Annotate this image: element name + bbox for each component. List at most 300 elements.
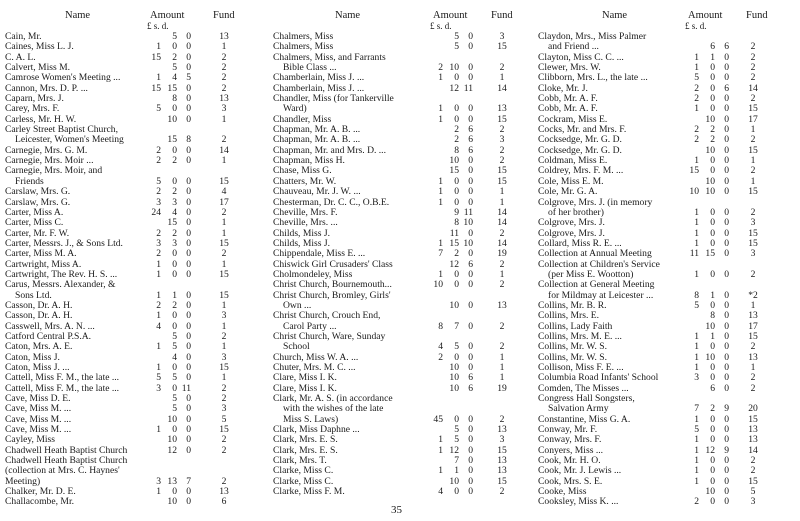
donor-name: Chapman, Mr. and Mrs. D. ... [273,144,386,156]
fund-number: 15 [497,41,507,53]
amount-pounds: 5 [156,372,161,384]
donor-name: Cocks, Mr. and Mrs. F. [538,124,627,136]
amount-pounds: 1 [694,351,699,363]
amount-shillings: 0 [172,320,177,332]
amount-pence: 6 [468,372,473,384]
donor-name: Cocksedge, Mr. G. D. [538,134,622,146]
fund-number: 19 [497,248,507,260]
header-fund: Fund [213,10,235,21]
amount-shillings: 0 [454,351,459,363]
donor-name: Caton, Miss J. ... [5,362,70,373]
amount-pence: 0 [186,351,191,363]
amount-pounds: 2 [156,227,161,239]
donor-name: Conyers, Miss ... [538,444,604,456]
donor-name: Coldrey, Mrs. F. M. ... [538,165,624,177]
fund-number: 15 [497,165,507,177]
amount-shillings: 7 [454,320,459,332]
amount-pence: 0 [468,486,473,498]
amount-pounds: 1 [694,362,699,373]
amount [681,497,745,507]
amount-shillings: 0 [454,413,459,425]
amount-pence: 0 [468,455,473,467]
fund-number: 3 [499,31,505,42]
amount-pounds: 4 [438,486,443,498]
fund-number: 2 [221,62,227,74]
fund-number: 1 [750,299,756,311]
amount-shillings: 1 [710,289,715,301]
donor-name: Carley Street Baptist Church, [5,124,118,136]
amount-pence: 0 [186,258,191,270]
amount-shillings: 0 [710,165,715,177]
fund-number: 1 [499,186,505,198]
amount-shillings: 0 [710,496,715,508]
amount-shillings: 10 [449,382,459,394]
amount-pence: 0 [724,465,729,477]
header-amount: Amount [150,10,185,21]
amount-pence: 6 [724,41,729,53]
amount-pounds: 2 [156,299,161,311]
amount-shillings: 0 [710,372,715,384]
donor-name: Columbia Road Infants' School [538,372,659,384]
donor-name: Chase, Miss G. [273,165,332,177]
donor-name: Caton, Miss J. [5,351,60,363]
fund-number: 1 [221,341,227,353]
fund-number: 2 [499,62,505,74]
header-currency: £ s. d. [147,21,169,31]
fund-number: 13 [748,434,758,446]
amount-shillings: 15 [167,82,177,94]
donor-name: Congress Hall Songsters, [538,393,635,405]
fund-number: 14 [497,237,507,249]
donor-name: Colgrove, Mrs. J. [538,217,605,229]
amount-pence: 0 [724,455,729,467]
fund-number: *2 [748,289,758,301]
header-currency: £ s. d. [685,21,707,31]
amount-shillings: 5 [172,341,177,353]
fund-number: 2 [750,455,756,467]
donor-name: Conway, Mr. F. [538,424,598,436]
amount-shillings: 5 [454,424,459,436]
fund-number: 5 [221,413,227,425]
amount-pounds: 45 [433,413,443,425]
donor-name: Cobb, Mr. A. F. [538,103,598,115]
donor-name: Cattell, Miss F. M., the late ... [5,372,120,384]
amount-shillings: 12 [449,444,459,456]
donor-name: Carter, Miss C. [5,217,64,229]
donor-name: Sons Ltd. [15,289,52,301]
fund-number: 1 [221,41,227,53]
donor-name: Collins, Mr. B. R. [538,299,607,311]
donor-name: School [283,341,310,353]
fund-number: 13 [219,486,229,498]
amount-pounds: 1 [438,175,443,187]
donor-name: Cocksedge, Mr. G. D. [538,144,622,156]
amount-pounds: 3 [156,475,161,487]
amount-pence: 0 [186,51,191,63]
amount-pence: 0 [468,465,473,477]
donor-name: Chandler, Miss (for Tankerville [273,93,394,105]
amount-shillings: 0 [454,113,459,125]
amount-shillings: 0 [172,258,177,270]
amount-pence: 0 [468,227,473,239]
fund-number: 2 [221,248,227,260]
amount-pence: 0 [468,196,473,208]
donor-name: Chippendale, Miss E. ... [273,248,366,260]
amount-pence: 0 [724,237,729,249]
amount-pounds: 1 [438,434,443,446]
amount-shillings: 0 [710,103,715,115]
fund-number: 2 [750,41,756,53]
donor-name: Carter, Messrs. J., & Sons Ltd. [5,237,123,249]
ledger-row [5,42,267,52]
amount-shillings: 0 [710,475,715,487]
amount-pounds: 1 [156,289,161,301]
donor-name: Cheville, Mrs. F. [273,206,338,218]
fund-number: 2 [499,124,505,136]
amount-pounds: 4 [438,341,443,353]
amount-pounds: 1 [694,444,699,456]
ledger-row [5,249,267,259]
donor-name: Childs, Miss J. [273,237,331,249]
fund-number: 3 [221,403,227,415]
amount-shillings: 0 [172,103,177,115]
amount-shillings: 0 [172,424,177,436]
amount-pounds: 1 [156,268,161,280]
ledger-row [5,466,267,476]
fund-number: 15 [748,186,758,198]
fund-number: 20 [748,403,758,415]
fund-number: 13 [497,299,507,311]
amount-shillings: 2 [172,227,177,239]
amount-shillings: 2 [172,186,177,198]
amount-pence: 0 [186,217,191,229]
amount-pence: 0 [468,362,473,373]
donor-name: Chuter, Mrs. M. C. ... [273,362,356,373]
amount-pence: 0 [724,165,729,177]
amount-pounds: 5 [156,103,161,115]
amount-pounds: 2 [694,93,699,105]
amount-pence: 0 [724,113,729,125]
amount-pounds: 1 [156,341,161,353]
donor-name: Carter, Miss M. A. [5,248,77,260]
fund-number: 15 [219,268,229,280]
amount-pence: 0 [724,372,729,384]
amount-shillings: 0 [172,486,177,498]
amount-pence: 0 [468,413,473,425]
amount-pence: 8 [186,134,191,146]
fund-number: 1 [221,155,227,167]
donor-name: Carus, Messrs. Alexander, & [5,279,116,291]
amount-pence: 6 [468,258,473,270]
fund-number: 15 [748,237,758,249]
amount-shillings: 0 [710,227,715,239]
amount-pence: 0 [186,372,191,384]
amount [681,187,745,197]
donor-name: Constantine, Miss G. A. [538,413,631,425]
fund-number: 2 [221,444,227,456]
amount-shillings: 0 [710,217,715,229]
amount-pounds: 1 [694,155,699,167]
amount-shillings: 10 [167,496,177,508]
fund-number: 2 [221,330,227,342]
amount-pence: 0 [724,72,729,84]
fund-number: 2 [221,72,227,84]
amount-pence: 0 [468,434,473,446]
donor-name: Casswell, Mrs. A. N. ... [5,320,95,332]
amount-pence: 0 [724,362,729,373]
fund-number: 13 [219,31,229,42]
amount-shillings: 5 [454,41,459,53]
amount-shillings: 0 [454,268,459,280]
fund-number: 2 [750,382,756,394]
fund-number: 15 [748,330,758,342]
amount [681,249,745,259]
donor-name: Cook, Mr. H. O. [538,455,601,467]
amount-shillings: 10 [449,299,459,311]
donor-name: Cartwright, Miss A. [5,258,82,270]
amount-shillings: 10 [449,62,459,74]
amount-pounds: 1 [438,186,443,198]
column-3 [538,0,800,508]
amount-pounds: 1 [438,113,443,125]
amount [425,301,489,311]
amount-pounds: 5 [694,424,699,436]
donor-name: Clewer, Mrs. W. [538,62,601,74]
donor-name: Cholmondeley, Miss [273,268,353,280]
donor-name: Carslaw, Mrs. G. [5,186,71,198]
amount-pounds: 3 [156,237,161,249]
donor-name: Clarke, Miss C. [273,475,334,487]
fund-number: 13 [497,424,507,436]
amount-pence: 0 [468,103,473,115]
fund-number: 19 [497,382,507,394]
amount [425,384,489,394]
amount-pence: 0 [724,93,729,105]
donor-name: Salvation Army [548,403,609,415]
amount-pence: 6 [468,124,473,136]
donor-name: Cooksley, Miss K. ... [538,496,619,508]
fund-number: 2 [499,155,505,167]
amount [143,270,207,280]
amount-pence: 0 [186,62,191,74]
amount-pounds: 11 [689,248,699,260]
donor-name: Friends [15,175,44,187]
donor-name: Carslaw, Mrs. G. [5,196,71,208]
amount-shillings: 0 [710,237,715,249]
amount-pence: 0 [468,444,473,456]
donor-name: Cobb, Mr. A. F. [538,93,598,105]
amount-pence: 0 [186,248,191,260]
amount-pounds: 1 [694,413,699,425]
amount-shillings: 5 [454,31,459,42]
ledger-row [273,187,535,197]
amount-shillings: 12 [167,444,177,456]
ledger-row [5,187,267,197]
fund-number: 1 [499,372,505,384]
amount-pounds: 1 [694,341,699,353]
amount-pence: 0 [724,424,729,436]
amount-shillings: 13 [167,475,177,487]
fund-number: 15 [748,413,758,425]
donor-name: Christ Church, Ware, Sunday [273,330,386,342]
header-fund: Fund [746,10,768,21]
amount-pence: 0 [186,496,191,508]
donor-name: Clarke, Miss F. M. [273,486,345,498]
donor-name: Collison, Miss F. E. ... [538,362,624,373]
amount-shillings: 0 [454,175,459,187]
donor-name: Chadwell Heath Baptist Church [5,444,128,456]
amount-pounds: 2 [438,351,443,363]
amount-pence: 0 [468,186,473,198]
fund-number: 1 [221,227,227,239]
amount [143,446,207,456]
amount-pence: 0 [186,268,191,280]
ledger-row [5,218,267,228]
donor-name: Church, Miss W. A. ... [273,351,359,363]
amount-pounds: 15 [689,165,699,177]
amount-shillings: 0 [454,196,459,208]
amount-pounds: 7 [438,248,443,260]
donor-name: Clayton, Miss C. C. ... [538,51,624,63]
fund-number: 2 [499,227,505,239]
donor-name: Chapman, Miss H. [273,155,345,167]
amount [425,394,489,404]
donor-name: Clare, Miss I. K. [273,382,337,394]
donor-name: Chalmers, Miss [273,41,334,53]
amount-pounds: 2 [438,62,443,74]
amount-pence: 0 [468,279,473,291]
amount-shillings: 10 [449,475,459,487]
amount-pence: 0 [724,289,729,301]
donor-name: of her brother) [548,206,604,218]
amount-pence: 0 [186,299,191,311]
amount-pence: 7 [186,475,191,487]
column-2 [273,0,535,497]
donor-name: Chatters, Mr. W. [273,175,337,187]
amount [425,322,489,332]
amount-shillings: 2 [172,155,177,167]
donor-name: for Mildmay at Leicester ... [548,289,654,301]
fund-number: 17 [748,320,758,332]
amount-pence: 0 [724,310,729,322]
donor-name: Cave, Miss M. ... [5,424,72,436]
fund-number: 1 [750,124,756,136]
column-header [5,0,267,32]
donor-name: Caines, Miss L. J. [5,41,74,53]
amount-shillings: 0 [172,248,177,260]
amount-shillings: 8 [172,93,177,105]
fund-number: 2 [221,82,227,94]
fund-number: 17 [219,196,229,208]
ledger-row [273,94,535,104]
fund-number: 15 [748,144,758,156]
amount-shillings: 10 [705,113,715,125]
donor-name: Chandler, Miss [273,113,332,125]
donor-name: Cain, Mr. [5,31,42,42]
amount-pence: 11 [463,82,473,94]
donor-name: Caton, Mrs. A. E. [5,341,73,353]
amount-pounds: 3 [156,196,161,208]
amount-pounds: 10 [689,186,699,198]
amount-shillings: 8 [710,310,715,322]
amount-pounds: 1 [156,72,161,84]
amount-pence: 6 [724,82,729,94]
amount [425,42,489,52]
amount-pence: 0 [468,113,473,125]
amount-shillings: 12 [449,82,459,94]
amount-pounds: 1 [438,237,443,249]
donor-name: Cave, Miss M. ... [5,413,72,425]
fund-number: 15 [219,362,229,373]
amount-shillings: 5 [172,403,177,415]
amount-shillings: 9 [454,206,459,218]
fund-number: 1 [221,113,227,125]
donor-name: Ward) [283,103,307,115]
amount-pounds: 8 [438,320,443,332]
amount-pence: 0 [186,403,191,415]
donor-name: Leicester, Women's Meeting [15,134,124,146]
donor-name: Collins, Mrs. E. [538,310,600,322]
donor-name: Collection at Annual Meeting [538,248,652,260]
amount-pounds: 1 [694,465,699,477]
amount-pence: 0 [724,299,729,311]
amount-shillings: 15 [705,248,715,260]
amount-pounds: 2 [156,155,161,167]
fund-number: 14 [219,144,229,156]
amount-pence: 0 [186,93,191,105]
donor-name: Cartwright, The Rev. H. S. ... [5,268,118,280]
amount-pence: 0 [724,144,729,156]
amount-pounds: 1 [694,51,699,63]
amount-pence: 9 [724,403,729,415]
amount-pounds: 8 [694,289,699,301]
amount-pence: 0 [468,299,473,311]
amount-pence: 9 [724,444,729,456]
amount-shillings: 0 [454,279,459,291]
amount-shillings: 0 [172,175,177,187]
amount [143,249,207,259]
amount-pounds: 1 [156,258,161,270]
amount-pounds: 1 [694,206,699,218]
amount-pence: 0 [468,175,473,187]
amount-pounds: 2 [156,186,161,198]
amount-pounds: 1 [694,455,699,467]
donor-name: Cloke, Mr. J. [538,82,588,94]
fund-number: 15 [219,424,229,436]
amount-pence: 0 [186,237,191,249]
amount-pence: 0 [186,413,191,425]
amount-shillings: 12 [705,444,715,456]
amount-shillings: 0 [710,341,715,353]
amount-pounds: 1 [694,434,699,446]
amount-pence: 0 [186,155,191,167]
donor-name: Chapman, Mr. A. B. ... [273,124,361,136]
amount-shillings: 0 [710,155,715,167]
amount-pence: 0 [468,155,473,167]
donor-name: Collard, Miss R. E. ... [538,237,622,249]
amount-shillings: 2 [172,299,177,311]
amount-shillings: 10 [705,186,715,198]
fund-number: 15 [219,175,229,187]
fund-number: 2 [750,372,756,384]
amount-pence: 0 [468,341,473,353]
donor-name: Comden, The Misses ... [538,382,629,394]
amount-pence: 0 [724,134,729,146]
amount-shillings: 10 [705,320,715,332]
donor-name: Chiswick Girl Crusaders' Class [273,258,393,270]
amount-shillings: 0 [454,186,459,198]
amount-shillings: 5 [454,434,459,446]
